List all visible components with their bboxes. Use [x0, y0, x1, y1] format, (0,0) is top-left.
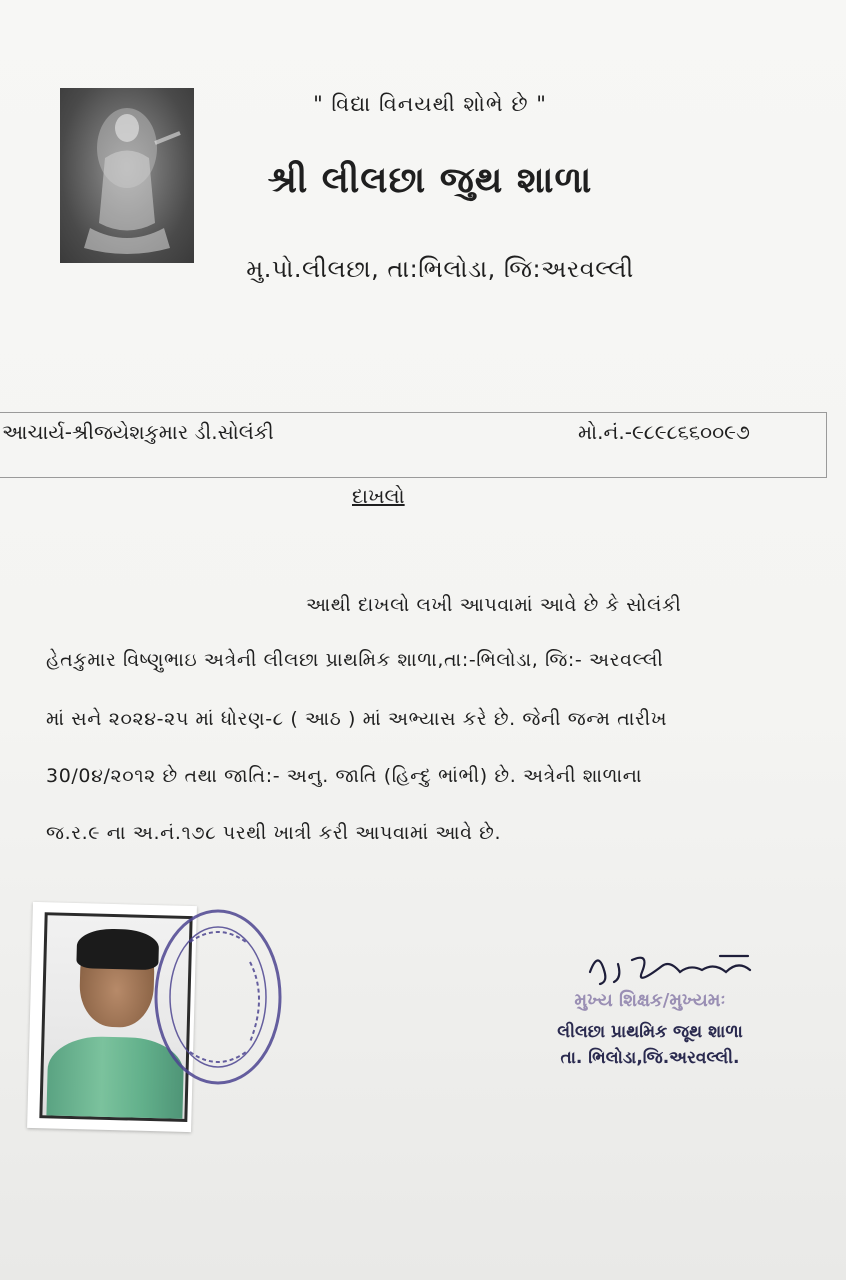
school-name: શ્રી લીલછા જુથ શાળા [267, 160, 593, 201]
school-stamp [150, 902, 288, 1088]
certificate-line: હેતકુમાર વિષ્ણુભાઇ અત્રેની લીલછા પ્રાથમિક શાળા,તા:-ભિલોડા, જિ:- અરવલ્લી [46, 649, 664, 671]
school-motto: " વિદ્યા વિનયથી શોભે છે " [313, 92, 547, 116]
certificate-line: જ.ર.૯ ના અ.નં.૧૭૮ પરથી ખાત્રી કરી આપવામાં આવે છે. [46, 822, 502, 844]
certificate-title: દાખલો [352, 484, 405, 508]
signatory-taluka: તા. ભિલોડા,જિ.અરવલ્લી. [560, 1048, 740, 1068]
signatory-school: લીલછા પ્રાથમિક જૂથ શાળા [557, 1022, 743, 1042]
certificate-line: 30/0૪/૨૦૧૨ છે તથા જાતિ:- અનુ. જાતિ (હિન્દુ ભાંભી) છે. અત્રેની શાળાના [46, 765, 643, 787]
school-address: મુ.પો.લીલછા, તા:ભિલોડા, જિ:અરવલ્લી [246, 255, 634, 283]
certificate-line: આથી દાખલો લખી આપવામાં આવે છે કે સોલંકી [306, 594, 682, 616]
deity-image [60, 88, 194, 263]
mobile-number: મો.નં.-૯૮૯૮૬૬૦૦૯૭ [578, 420, 750, 444]
certificate-line: માં સને ૨૦૨૪-૨૫ માં ધોરણ-૮ ( આઠ ) માં અભ્યાસ કરે છે. જેની જન્મ તારીખ [46, 708, 668, 730]
signature [570, 942, 780, 992]
signatory-role: મુખ્ય શિક્ષક/મુખ્યમઃ [574, 990, 726, 1011]
photo-hair [76, 928, 159, 970]
principal-name: આચાર્ય-શ્રીજયેશકુમાર ડી.સોલંકી [2, 420, 274, 444]
